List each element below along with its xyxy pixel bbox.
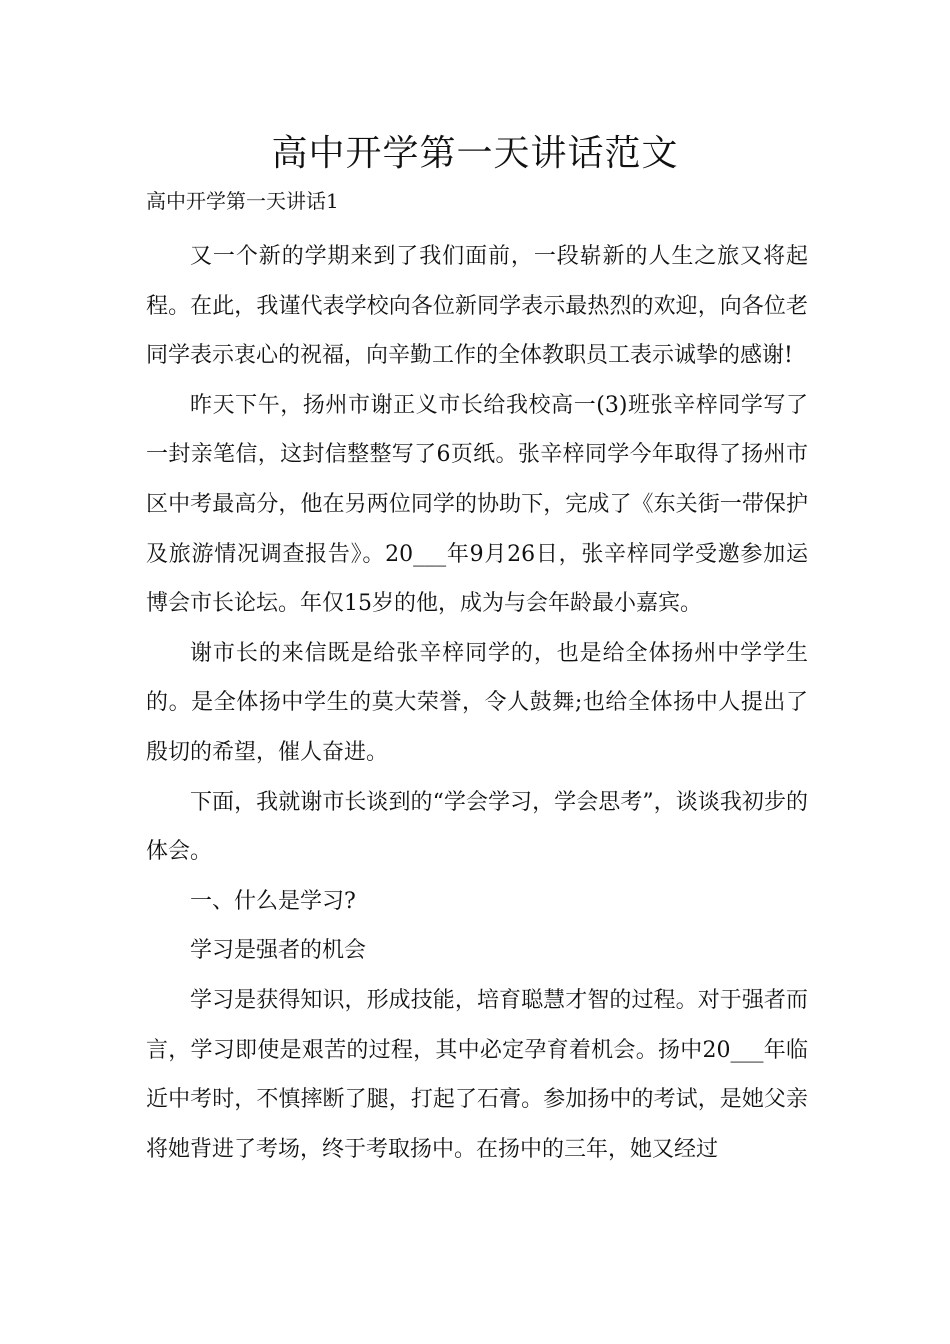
sub-heading: 学习是强者的机会 [190, 938, 367, 964]
document-subtitle: 高中开学第一天讲话1 [146, 189, 339, 213]
document-body [146, 232, 808, 1174]
paragraph-intro: 下面，我就谢市长谈到的“学会学习，学会思考”，谈谈我初步的体会。 [146, 789, 808, 865]
paragraph-letter-meaning: 谢市长的来信既是给张辛梓同学的，也是给全体扬州中学学生的。是全体扬中学生的莫大荣誉，令人鼓舞;也给全体扬中人提出了殷切的希望，催人奋进。 [146, 640, 808, 765]
paragraph-mayor-letter: 昨天下午，扬州市谢正义市长给我校高一(3)班张辛梓同学写了一封亲笔信，这封信整整写了6页纸。张辛梓同学今年取得了扬州市区中考最高分，他在另两位同学的协助下，完成了《东关街一带保护及旅游情况调查报告》。20___年9月26日，张辛梓同学受邀参加运博会市长论坛。年仅15岁的他，成为与会年龄最小嘉宾。 [146, 392, 808, 617]
paragraph-welcome: 又一个新的学期来到了我们面前，一段崭新的人生之旅又将起程。在此，我谨代表学校向各位新同学表示最热烈的欢迎，向各位老同学表示衷心的祝福，向辛勤工作的全体教职员工表示诚挚的感谢! [146, 244, 808, 369]
document-title: 高中开学第一天讲话范文 [271, 133, 679, 174]
paragraph-learning: 学习是获得知识，形成技能，培育聪慧才智的过程。对于强者而言，学习即使是艰苦的过程，其中必定孕育着机会。扬中20___年临近中考时，不慎摔断了腿，打起了石膏。参加扬中的考试，是她父亲将她背进了考场，终于考取扬中。在扬中的三年，她又经过 [146, 987, 808, 1162]
section-heading: 一、什么是学习? [190, 888, 356, 914]
